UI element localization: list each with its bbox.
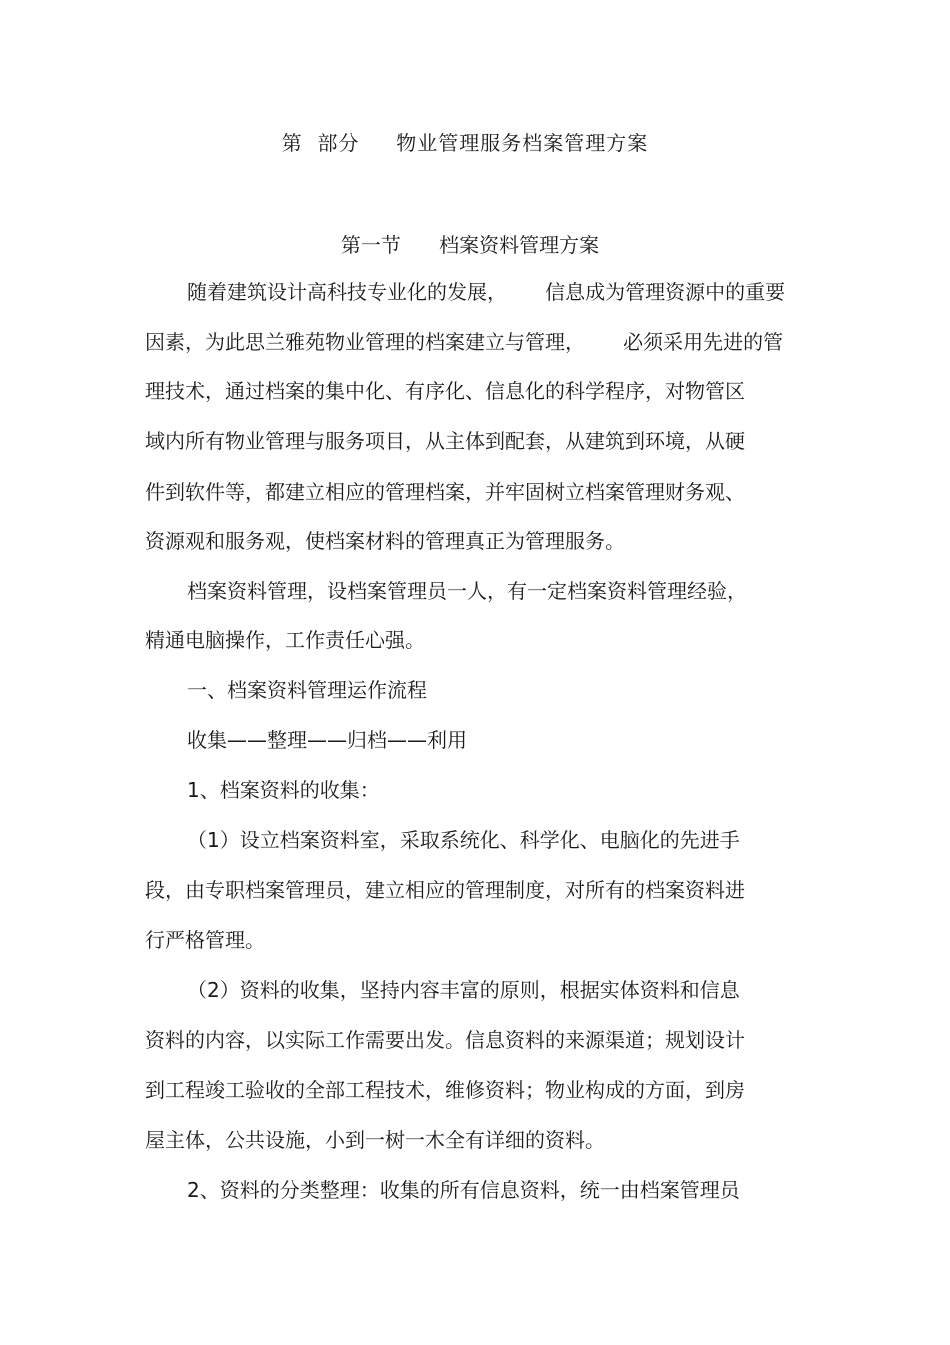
paragraph-line: 到工程竣工验收的全部工程技术，维修资料；物业构成的方面，到房 (145, 1078, 745, 1102)
process-flow: 收集——整理——归档——利用 (187, 728, 467, 752)
paragraph-line: 2、资料的分类整理：收集的所有信息资料，统一由档案管理员 (187, 1178, 740, 1202)
part-title: 第 部分 物业管理服务档案管理方案 (281, 131, 649, 155)
paragraph-line: 档案资料管理，设档案管理员一人，有一定档案资料管理经验， (187, 579, 747, 603)
paragraph-line: 屋主体，公共设施，小到一树一木全有详细的资料。 (145, 1128, 605, 1152)
subheading: 1、档案资料的收集： (187, 778, 380, 802)
paragraph-line: 随着建筑设计高科技专业化的发展， 信息成为管理资源中的重要 (187, 280, 786, 304)
paragraph-line: 资源观和服务观，使档案材料的管理真正为管理服务。 (145, 529, 625, 553)
subheading: 一、档案资料管理运作流程 (187, 678, 427, 702)
paragraph-line: 因素，为此思兰雅苑物业管理的档案建立与管理， 必须采用先进的管 (145, 330, 784, 354)
paragraph-line: 域内所有物业管理与服务项目，从主体到配套，从建筑到环境，从硬 (145, 429, 745, 453)
paragraph-line: 段，由专职档案管理员，建立相应的管理制度，对所有的档案资料进 (145, 878, 745, 902)
paragraph-line: （2）资料的收集，坚持内容丰富的原则，根据实体资料和信息 (187, 978, 740, 1002)
paragraph-line: （1）设立档案资料室，采取系统化、科学化、电脑化的先进手 (187, 828, 740, 852)
paragraph-line: 件到软件等，都建立相应的管理档案，并牢固树立档案管理财务观、 (145, 480, 745, 504)
paragraph-line: 理技术，通过档案的集中化、有序化、信息化的科学程序，对物管区 (145, 379, 745, 403)
paragraph-line: 资料的内容，以实际工作需要出发。信息资料的来源渠道；规划设计 (145, 1028, 745, 1052)
paragraph-line: 精通电脑操作，工作责任心强。 (145, 628, 425, 652)
paragraph-line: 行严格管理。 (145, 928, 265, 952)
section-heading: 第一节 档案资料管理方案 (340, 233, 600, 257)
